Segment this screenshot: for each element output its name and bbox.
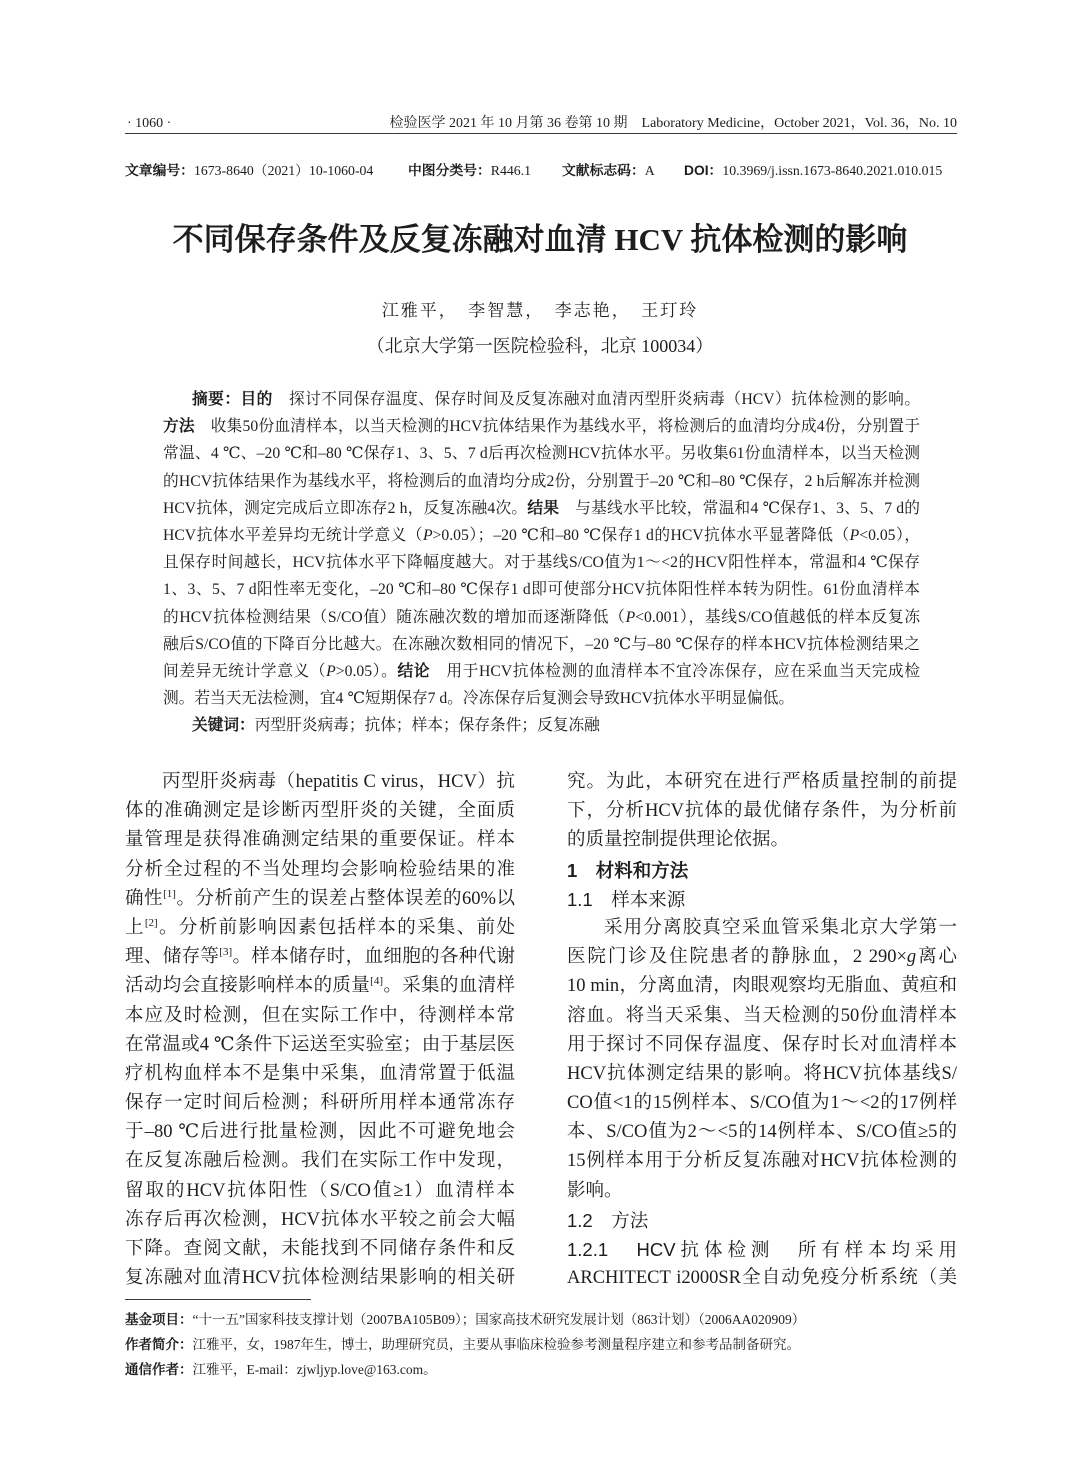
classification-number — [408, 162, 531, 180]
abstract-text: HCV抗体水平差异均无统计学意义（ — [163, 526, 423, 544]
body-line: 量管理是获得准确测定结果的重要保证。样本 — [125, 830, 515, 851]
section-heading: 1 材料和方法 — [567, 859, 689, 881]
document-code — [562, 162, 655, 180]
body-line: 分析全过程的不当处理均会影响检验结果的准 — [125, 859, 515, 880]
body-line: 下，分析HCV抗体的最优储存条件，为分析前 — [567, 801, 957, 822]
article-meta — [0, 162, 1080, 180]
abstract-line: 1、3、5、7 d阳性率无变化，–20 ℃和–80 ℃保存1 d即可使部分HCV抗体阳性样本转为阴性。61份血清样本 — [163, 581, 920, 599]
body-text: 所有样本均采用 — [774, 1241, 957, 1261]
abstract-methods-label: 方法 — [163, 418, 195, 436]
abstract-text: 与基线水平比较，常温和4 ℃保存1、3、5、7 d的 — [559, 499, 920, 517]
body-line: 用于探讨不同保存温度、保存时长对血清样本 — [567, 1034, 957, 1055]
header-rule — [125, 133, 957, 134]
abstract-objective-label: 摘要：目的 — [192, 391, 273, 408]
document-code-label: 文献标志码： — [562, 163, 645, 178]
footnote-text: “十一五”国家科技支撑计划（2007BA105B09）；国家高技术研究发展计划（863计划）（2006AA020909） — [192, 1312, 806, 1327]
body-line: 在反复冻融后检测。我们在实际工作中发现， — [125, 1151, 515, 1172]
body-line: 复冻融对血清HCV抗体检测结果影响的相关研 — [125, 1268, 515, 1289]
classification-label: 中图分类号： — [408, 163, 491, 178]
body-line — [125, 914, 515, 943]
body-line — [567, 1235, 957, 1264]
body-text: 。样本储存时，血细胞的各种代谢 — [232, 947, 515, 968]
reference-citation: [4] — [370, 975, 383, 988]
correspondence-footnote — [125, 1357, 965, 1382]
author-bio-footnote — [125, 1332, 965, 1357]
body-line: 丙型肝炎病毒（hepatitis C virus，HCV）抗 — [162, 772, 515, 792]
p-value-symbol: P — [849, 526, 860, 544]
body-text: 确性 — [125, 888, 164, 909]
body-line: 究。为此，本研究在进行严格质量控制的前提 — [567, 772, 957, 792]
doi — [684, 162, 942, 180]
body-text: 理、储存等 — [125, 947, 220, 968]
body-line: 在常温或4 ℃条件下运送至实验室；由于基层医 — [125, 1034, 515, 1055]
body-line: 影响。 — [567, 1180, 623, 1201]
body-text: 离心 — [916, 947, 957, 968]
body-line: CO值<1的15例样本、S/CO值为1～<2的17例样 — [567, 1093, 957, 1114]
abstract-line — [163, 495, 920, 522]
body-line: 冻存后再次检测，HCV抗体水平较之前会大幅 — [125, 1209, 515, 1230]
abstract-results-label: 结果 — [527, 499, 560, 517]
footnote-rule — [125, 1299, 311, 1300]
abstract-line — [163, 604, 920, 631]
article-number-label: 文章编号： — [125, 163, 194, 178]
footnote-label: 通信作者： — [125, 1362, 193, 1377]
abstract-text: 的HCV抗体检测结果（S/CO值）随冻融次数的增加而逐渐降低（ — [163, 608, 626, 626]
article-number — [125, 162, 373, 180]
abstract-line: 测。若当天无法检测，宜4 ℃短期保存7 d。冷冻保存后复测会导致HCV抗体水平明显偏低。 — [163, 690, 795, 708]
doi-value: 10.3969/j.issn.1673-8640.2021.010.015 — [722, 163, 943, 178]
author-list: 江雅平， 李智慧， 李志艳， 王玎玲 — [381, 301, 699, 320]
funding-footnote — [125, 1307, 965, 1332]
body-text: 。分析前影响因素包括样本的采集、前处 — [157, 917, 515, 938]
affiliation: （北京大学第一医院检验科，北京 100034） — [366, 336, 714, 356]
body-line: 本、S/CO值为2～<5的14例样本、S/CO值≥5的 — [567, 1122, 957, 1143]
footnote-text: 江雅平，女，1987年生，博士，助理研究员，主要从事临床检验参考测量程序建立和参考品制备研究。 — [192, 1337, 800, 1352]
keywords-line — [163, 712, 920, 739]
abstract-line — [163, 413, 920, 440]
body-line — [567, 943, 957, 972]
reference-citation: [3] — [219, 946, 233, 959]
reference-citation: [2] — [144, 916, 158, 929]
body-text: 。分析前产生的误差占整体误差的60%以 — [175, 888, 515, 909]
body-line: 疗机构血样本不是集中采集，血清常置于低温 — [125, 1063, 515, 1084]
footnote-text: 江雅平，E-mail：zjwljyp.love@163.com。 — [192, 1362, 437, 1377]
body-line: 体的准确测定是诊断丙型肝炎的关键，全面质 — [125, 801, 515, 822]
abstract-text: 收集50份血清样本，以当天检测的HCV抗体结果作为基线水平，将检测后的血清均分成4份，分别置于 — [194, 418, 920, 436]
body-text: 上 — [125, 917, 145, 938]
body-right-column — [567, 768, 957, 1293]
document-code-value: A — [644, 163, 655, 178]
footnote-label: 作者简介： — [125, 1337, 193, 1352]
subsection-heading: 1.1 样本来源 — [567, 888, 686, 910]
subsection-heading: 1.2 方法 — [567, 1209, 649, 1231]
running-header — [125, 114, 957, 134]
abstract-text: 间差异无统计学意义（ — [163, 662, 327, 680]
body-text: 医院门诊及住院患者的静脉血，2 290× — [567, 947, 907, 968]
article-number-value: 1673-8640（2021）10-1060-04 — [193, 163, 374, 178]
body-line: ARCHITECT i2000SR全自动免疫分析系统（美 — [567, 1268, 957, 1289]
body-line: 下降。查阅文献，未能找到不同储存条件和反 — [125, 1239, 515, 1259]
keywords-label: 关键词： — [192, 717, 255, 735]
abstract-text: <0.05）， — [859, 526, 920, 544]
abstract-line: 常温、4 ℃、–20 ℃和–80 ℃保存1、3、5、7 d后再次检测HCV抗体水平。另收集61份血清样本，以当天检测 — [163, 445, 920, 463]
abstract-text: 用于HCV抗体检测的血清样本不宜冷冻保存，应在采血当天完成检 — [430, 662, 920, 680]
body-left-column — [125, 768, 515, 1293]
body-text: 活动均会直接影响样本的质量 — [125, 976, 371, 997]
body-line: 本应及时检测，但在实际工作中，待测样本常 — [125, 1005, 515, 1026]
abstract-text: HCV抗体，测定完成后立即冻存2 h，反复冻融4次。 — [163, 499, 528, 517]
keywords-text: 丙型肝炎病毒；抗体；样本；保存条件；反复冻融 — [254, 717, 600, 735]
footnotes — [125, 1307, 965, 1382]
page-number: · 1060 · — [127, 116, 172, 131]
footnote-label: 基金项目： — [125, 1312, 193, 1327]
abstract-conclusion-label: 结论 — [397, 662, 431, 680]
body-text: 。采集的血清样 — [382, 976, 515, 997]
body-line: 15例样本用于分析反复冻融对HCV抗体检测的 — [567, 1151, 957, 1172]
body-line: HCV抗体测定结果的影响。将HCV抗体基线S/ — [567, 1063, 957, 1084]
body-line: 的质量控制提供理论依据。 — [567, 830, 790, 851]
abstract-text: >0.05）；–20 ℃和–80 ℃保存1 d的HCV抗体水平显著降低（ — [432, 526, 850, 544]
body-line: 溶血。将当天采集、当天检测的50份血清样本 — [567, 1005, 957, 1026]
abstract-line — [163, 522, 920, 549]
subsubsection-heading: 1.2.1 HCV抗体检测 — [567, 1239, 775, 1260]
article-title: 不同保存条件及反复冻融对血清 HCV 抗体检测的影响 — [172, 222, 908, 257]
abstract-line — [163, 386, 920, 413]
abstract-line: 的HCV抗体结果作为基线水平，将检测后的血清均分成2份，分别置于–20 ℃和–80 ℃保存，2 h后解冻并检测 — [163, 472, 920, 490]
body-line — [125, 943, 515, 972]
abstract-line: 且保存时间越长，HCV抗体水平下降幅度越大。对于基线S/CO值为1～<2的HCV阳性样本，常温和4 ℃保存 — [163, 554, 920, 572]
body-line — [125, 972, 515, 1001]
abstract-text: >0.05）。 — [335, 662, 398, 680]
p-value-symbol: P — [422, 526, 433, 544]
body-line: 于–80 ℃后进行批量检测，因此不可避免地会 — [125, 1122, 515, 1143]
body-line: 保存一定时间后检测；科研所用样本通常冻存 — [125, 1093, 515, 1114]
body-line — [125, 885, 515, 914]
body-line: 10 min，分离血清，肉眼观察均无脂血、黄疸和 — [567, 976, 957, 997]
body-line: 采用分离胶真空采血管采集北京大学第一 — [604, 917, 957, 938]
abstract-line — [163, 658, 920, 685]
gravity-unit-symbol: g — [906, 947, 917, 968]
body-line: 留取的HCV抗体阳性（S/CO值≥1）血清样本 — [125, 1180, 515, 1201]
abstract-line: 融后S/CO值的下降百分比越大。在冻融次数相同的情况下，–20 ℃与–80 ℃保存的样本HCV抗体检测结果之 — [163, 635, 920, 653]
journal-citation: 检验医学 2021 年 10 月第 36 卷第 10 期 Laboratory Medicine，October 2021，Vol. 36，No. 10 — [389, 116, 957, 131]
abstract — [163, 386, 920, 739]
doi-label: DOI： — [684, 163, 723, 178]
reference-citation: [1] — [163, 887, 176, 900]
classification-value: R446.1 — [490, 163, 532, 178]
abstract-text: 探讨不同保存温度、保存时间及反复冻融对血清丙型肝炎病毒（HCV）抗体检测的影响。 — [272, 391, 920, 408]
p-value-symbol: P — [625, 608, 636, 626]
p-value-symbol: P — [326, 662, 336, 680]
abstract-text: <0.001），基线S/CO值越低的样本反复冻 — [635, 608, 920, 626]
